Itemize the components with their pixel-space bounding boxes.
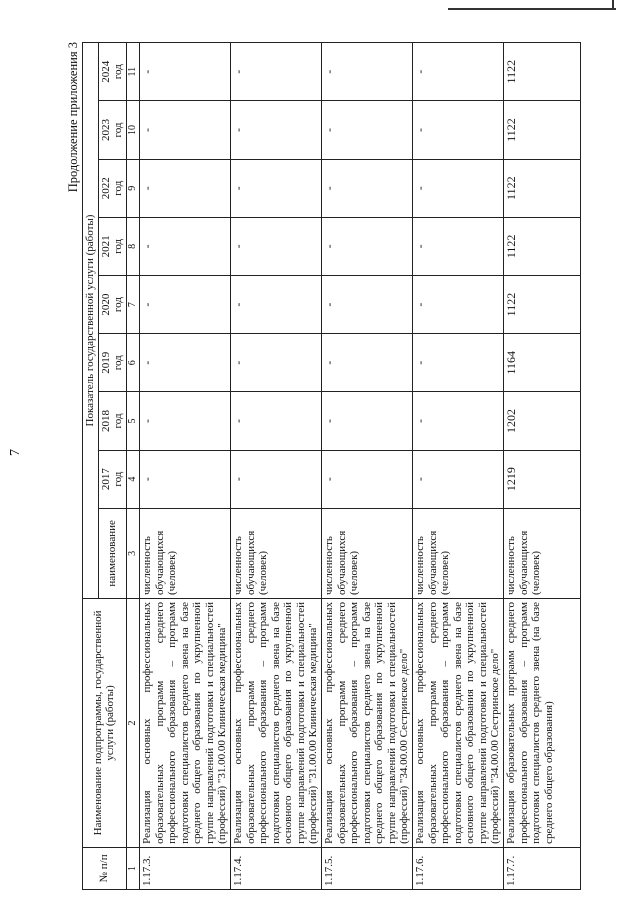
year-unit: год <box>112 297 125 313</box>
value-cell: 1164 <box>504 334 581 392</box>
value-cell: - <box>322 334 413 392</box>
table-row <box>504 43 581 890</box>
col-header-year <box>98 334 126 392</box>
year-unit: год <box>112 413 125 429</box>
indicator-unit: численность обучающихся (человек) <box>504 508 581 598</box>
year-unit: год <box>112 238 125 254</box>
value-cell: - <box>231 217 322 275</box>
year-label: 2024 <box>99 60 112 83</box>
year-label: 2019 <box>99 351 112 374</box>
value-cell: - <box>413 43 504 101</box>
service-name: Реализация основных профессиональных образовательных программ среднего профессионального образования – программ подготовки специалистов среднего звена на базе основного общего образования по укрупненной группе направлений подготовки и специальностей (профессий) "34.00.00 Сестринское дело" <box>413 599 504 848</box>
value-cell: - <box>413 217 504 275</box>
value-cell: - <box>140 159 231 217</box>
value-cell: 1122 <box>504 217 581 275</box>
value-cell: - <box>231 450 322 508</box>
row-number: 1.17.5. <box>322 847 413 889</box>
value-cell: - <box>322 159 413 217</box>
table-row <box>413 43 504 890</box>
value-cell: - <box>322 101 413 159</box>
col-header-name: Наименование подпрограммы, государственной услуги (работы) <box>83 599 127 848</box>
year-label: 2018 <box>99 409 112 432</box>
value-cell: 1122 <box>504 275 581 333</box>
column-number: 6 <box>126 334 140 392</box>
year-label: 2022 <box>99 177 112 200</box>
value-cell: - <box>231 159 322 217</box>
year-label: 2023 <box>99 119 112 141</box>
value-cell: 1202 <box>504 392 581 450</box>
row-number: 1.17.3. <box>140 847 231 889</box>
indicator-unit: численность обучающихся (человек) <box>413 508 504 598</box>
col-header-no: № п/п <box>83 847 127 889</box>
value-cell: - <box>413 275 504 333</box>
service-name: Реализация основных профессиональных образовательных программ среднего профессионального образования – программ подготовки специалистов среднего звена на базе среднего общего образования по укрупненной группе направлений подготовки и специальностей (профессий) "31.00.00 Клиническая медицина" <box>140 599 231 848</box>
value-cell: - <box>413 334 504 392</box>
year-unit: год <box>112 122 125 138</box>
year-unit: год <box>112 355 125 371</box>
indicator-unit: численность обучающихся (человек) <box>140 508 231 598</box>
column-number: 7 <box>126 275 140 333</box>
value-cell: - <box>140 392 231 450</box>
column-number: 11 <box>126 43 140 101</box>
col-header-unit: наименование <box>98 508 126 598</box>
value-cell: - <box>322 392 413 450</box>
value-cell: - <box>413 159 504 217</box>
row-number: 1.17.7. <box>504 847 581 889</box>
column-number: 1 <box>126 847 140 889</box>
indicator-table <box>82 42 581 890</box>
value-cell: - <box>140 275 231 333</box>
value-cell: - <box>231 275 322 333</box>
value-cell: 1122 <box>504 159 581 217</box>
value-cell: - <box>231 334 322 392</box>
table-row <box>231 43 322 890</box>
service-name: Реализация основных профессиональных образовательных программ среднего профессионального образования – программ подготовки специалистов среднего звена на базе основного общего образования по укрупненной группе направлений подготовки и специальностей (профессий) "31.00.00 Клиническая медицина" <box>231 599 322 848</box>
value-cell: - <box>322 275 413 333</box>
value-cell: - <box>231 101 322 159</box>
column-number: 3 <box>126 508 140 598</box>
table-row <box>140 43 231 890</box>
service-name: Реализация основных профессиональных образовательных программ среднего профессионального образования – программ подготовки специалистов среднего звена на базе среднего общего образования по укрупненной группе направлений подготовки и специальностей (профессий) "34.00.00 Сестринское дело" <box>322 599 413 848</box>
value-cell: 1219 <box>504 450 581 508</box>
value-cell: - <box>140 450 231 508</box>
row-number: 1.17.6. <box>413 847 504 889</box>
value-cell: - <box>413 101 504 159</box>
value-cell: - <box>231 43 322 101</box>
indicator-unit: численность обучающихся (человек) <box>322 508 413 598</box>
value-cell: - <box>322 43 413 101</box>
indicator-unit: численность обучающихся (человек) <box>231 508 322 598</box>
value-cell: - <box>413 392 504 450</box>
value-cell: 1122 <box>504 101 581 159</box>
row-number: 1.17.4. <box>231 847 322 889</box>
table-row <box>322 43 413 890</box>
value-cell: - <box>322 217 413 275</box>
year-unit: год <box>112 64 125 80</box>
value-cell: 1122 <box>504 43 581 101</box>
page-number: 7 <box>8 449 23 456</box>
year-label: 2021 <box>99 235 112 258</box>
column-number: 8 <box>126 217 140 275</box>
value-cell: - <box>322 450 413 508</box>
col-header-year <box>98 43 126 101</box>
year-label: 2020 <box>99 293 112 316</box>
column-number-row <box>126 43 140 890</box>
col-header-year <box>98 275 126 333</box>
column-number: 10 <box>126 101 140 159</box>
year-unit: год <box>112 471 125 487</box>
value-cell: - <box>140 217 231 275</box>
column-number: 2 <box>126 599 140 848</box>
value-cell: - <box>413 450 504 508</box>
value-cell: - <box>140 43 231 101</box>
value-cell: - <box>140 334 231 392</box>
col-header-indicator: Показатель государственной услуги (работы) <box>83 43 99 599</box>
col-header-year <box>98 450 126 508</box>
year-label: 2017 <box>99 468 112 491</box>
header-row-1 <box>83 43 99 890</box>
column-number: 9 <box>126 159 140 217</box>
col-header-year <box>98 159 126 217</box>
service-name: Реализация образовательных программ среднего профессионального образования – программ подготовки специалистов среднего звена (на базе среднего общего образования) <box>504 599 581 848</box>
appendix-caption: Продолжение приложения 3 <box>66 42 80 193</box>
value-cell: - <box>140 101 231 159</box>
column-number: 4 <box>126 450 140 508</box>
col-header-year <box>98 217 126 275</box>
col-header-year <box>98 392 126 450</box>
col-header-year <box>98 101 126 159</box>
value-cell: - <box>231 392 322 450</box>
column-number: 5 <box>126 392 140 450</box>
year-unit: год <box>112 180 125 196</box>
